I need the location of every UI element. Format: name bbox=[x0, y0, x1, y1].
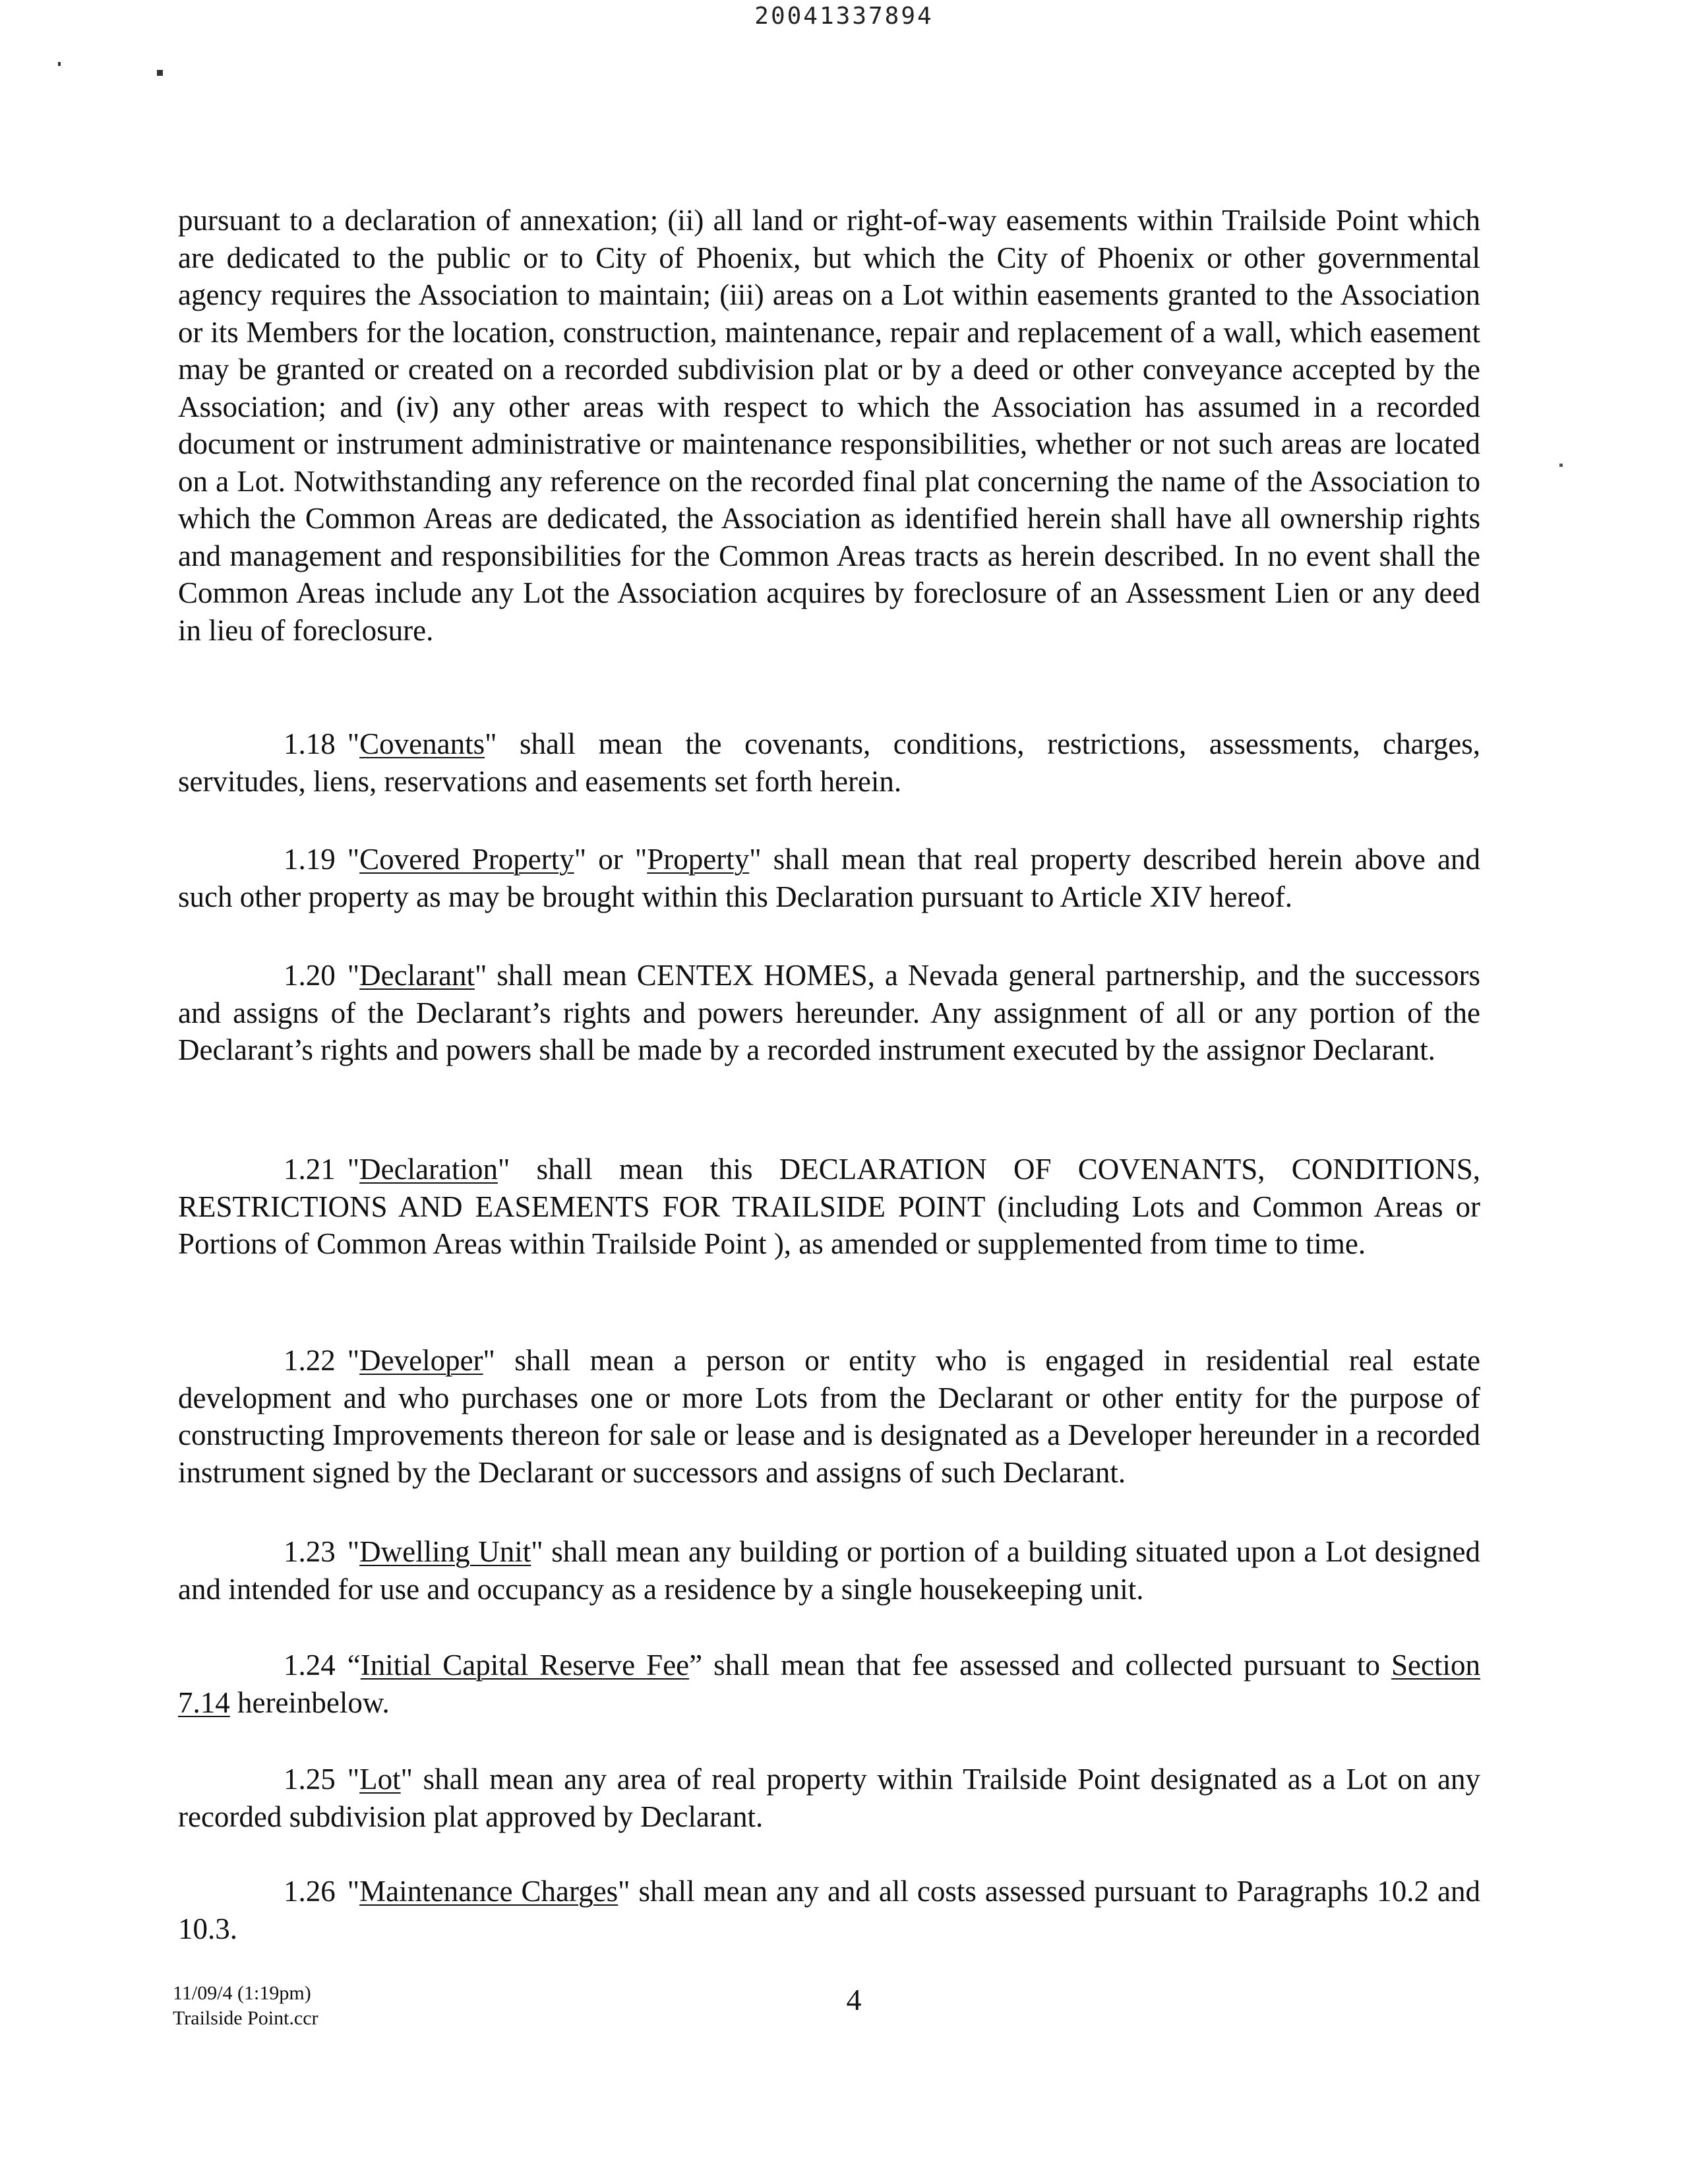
definition-number: 1.21 bbox=[284, 1153, 336, 1186]
definition-1-23: 1.23 "Dwelling Unit" shall mean any building or portion of a building situated upon a Lot designed and intended for use and occupancy as a residence by a single housekeeping unit. bbox=[178, 1535, 1481, 1606]
continuation-paragraph: pursuant to a declaration of annexation; (ii) all land or right-of-way easements within Trailside Point which are dedicated to the public or to City of Phoenix, but which the City of Phoenix or other governmental agency requires the Association to maintain; (iii) areas on a Lot within easements granted to the Association or its Members for the location, construction, maintenance, repair and replacement of a wall, which easement may be granted or created on a recorded subdivision plat or by a deed or other conveyance accepted by the Association; and (iv) any other areas with respect to which the Association has assumed in a recorded document or instrument administrative or maintenance responsibilities, whether or not such areas are located on a Lot. Notwithstanding any reference on the recorded final plat concerning the name of the Association to which the Common Areas are dedicated, the Association as identified herein shall have all ownership rights and management and responsibilities for the Common Areas tracts as herein described. In no event shall the Common Areas include any Lot the Association acquires by foreclosure of an Assessment Lien or any deed in lieu of foreclosure. bbox=[178, 204, 1480, 647]
definition-1-18: 1.18 "Covenants" shall mean the covenants, conditions, restrictions, assessments, charges, servitudes, liens, reservations and easements set forth herein. bbox=[178, 727, 1480, 798]
defined-term: Covenants bbox=[359, 727, 485, 760]
defined-term-alt: Property bbox=[647, 843, 750, 876]
definition-1-24 bbox=[178, 1647, 1480, 1721]
definition-number: 1.22 bbox=[284, 1344, 336, 1377]
scan-speck bbox=[58, 62, 61, 66]
definition-1-19: 1.19 "Covered Property" or "Property" shall mean that real property described herein above and such other property as may be brought within this Declaration pursuant to Article XIV hereof. bbox=[178, 843, 1480, 913]
defined-term: Maintenance Charges bbox=[359, 1875, 618, 1908]
section-reference: Section 7.14 bbox=[178, 1649, 1481, 1719]
defined-term: Initial Capital Reserve Fee bbox=[360, 1649, 690, 1682]
defined-term: Dwelling Unit bbox=[359, 1535, 531, 1568]
definition-text: " shall mean any and all costs assessed pursuant to Paragraphs 10.2 and 10.3. bbox=[178, 1875, 1480, 1945]
definition-text: " shall mean that real property described herein above and such other property as may be brought within this Declaration pursuant to Article XIV hereof. bbox=[178, 843, 1480, 913]
definition-number: 1.19 bbox=[284, 843, 336, 876]
definition-number: 1.23 bbox=[284, 1535, 336, 1568]
definition-1-25: 1.25 "Lot" shall mean any area of real property within Trailside Point designated as a Lot on any recorded subdivision plat approved by Declarant. bbox=[178, 1763, 1480, 1833]
open-quote: “ bbox=[347, 1649, 361, 1682]
definition-text: " shall mean any area of real property within Trailside Point designated as a Lot on any recorded subdivision plat approved by Declarant. bbox=[178, 1763, 1480, 1833]
definition-text: " shall mean any building or portion of a building situated upon a Lot designed and intended for use and occupancy as a residence by a single housekeeping unit. bbox=[178, 1535, 1481, 1606]
definition-number: 1.26 bbox=[284, 1875, 336, 1908]
footer-date: 11/09/4 (1:19pm) bbox=[173, 1982, 311, 2004]
definition-1-20: 1.20 "Declarant" shall mean CENTEX HOMES, a Nevada general partnership, and the successors and assigns of the Declarant’s rights and powers hereunder. Any assignment of all or any portion of the Declarant’s rights and powers shall be made by a recorded instrument executed by the assignor Declarant. bbox=[178, 959, 1480, 1066]
definition-1-22: 1.22 "Developer" shall mean a person or entity who is engaged in residential real estate development and who purchases one or more Lots from the Declarant or other entity for the purpose of constructing Improvements thereon for sale or lease and is designated as a Developer hereunder in a recorded instrument signed by the Declarant or successors and assigns of such Declarant. bbox=[178, 1344, 1480, 1489]
footer-filename: Trailside Point.ccr bbox=[173, 2007, 318, 2029]
defined-term: Covered Property bbox=[359, 843, 574, 876]
defined-term: Lot bbox=[359, 1763, 401, 1796]
definition-number: 1.20 bbox=[284, 959, 336, 992]
definition-text: ” shall mean that fee assessed and collected pursuant to bbox=[689, 1649, 1392, 1682]
definition-number: 1.24 bbox=[284, 1649, 336, 1682]
definition-text: " shall mean the covenants, conditions, restrictions, assessments, charges, servitudes, liens, reservations and easements set forth herein. bbox=[178, 727, 1480, 798]
term-connector: " or " bbox=[574, 843, 648, 876]
definition-number: 1.18 bbox=[284, 727, 336, 760]
definition-text: " shall mean CENTEX HOMES, a Nevada general partnership, and the successors and assigns of the Declarant’s rights and powers hereunder. Any assignment of all or any portion of the Declarant’s rights and powers shall be made by a recorded instrument executed by the assignor Declarant. bbox=[178, 959, 1480, 1066]
page-number-wrap bbox=[0, 1982, 1688, 2017]
defined-term: Declarant bbox=[359, 959, 475, 992]
scan-speck bbox=[1559, 464, 1563, 467]
definition-1-21: 1.21 "Declaration" shall mean this DECLARATION OF COVENANTS, CONDITIONS, RESTRICTIONS AND EASEMENTS FOR TRAILSIDE POINT (including Lots and Common Areas or Portions of Common Areas within Trailside Point ), as amended or supplemented from time to time. bbox=[178, 1153, 1480, 1260]
definition-1-26: 1.26 "Maintenance Charges" shall mean any and all costs assessed pursuant to Paragraphs 10.2 and 10.3. bbox=[178, 1875, 1480, 1945]
defined-term: Developer bbox=[359, 1344, 483, 1377]
page-number: 4 bbox=[846, 1983, 862, 2017]
definition-text: " shall mean this DECLARATION OF COVENANTS, CONDITIONS, RESTRICTIONS AND EASEMENTS FOR TRAILSIDE POINT (including Lots and Common Areas or Portions of Common Areas within Trailside Point ), as amended or supplemented from time to time. bbox=[178, 1153, 1480, 1260]
definition-tail: hereinbelow. bbox=[229, 1685, 390, 1719]
document-number: 20041337894 bbox=[754, 3, 934, 30]
defined-term: Declaration bbox=[359, 1153, 498, 1186]
definition-text: " shall mean a person or entity who is engaged in residential real estate development and who purchases one or more Lots from the Declarant or other entity for the purpose of constructing Improvements thereon for sale or lease and is designated as a Developer hereunder in a recorded instrument signed by the Declarant or successors and assigns of such Declarant. bbox=[178, 1344, 1480, 1489]
definition-number: 1.25 bbox=[284, 1763, 336, 1796]
scan-speck bbox=[157, 70, 163, 76]
